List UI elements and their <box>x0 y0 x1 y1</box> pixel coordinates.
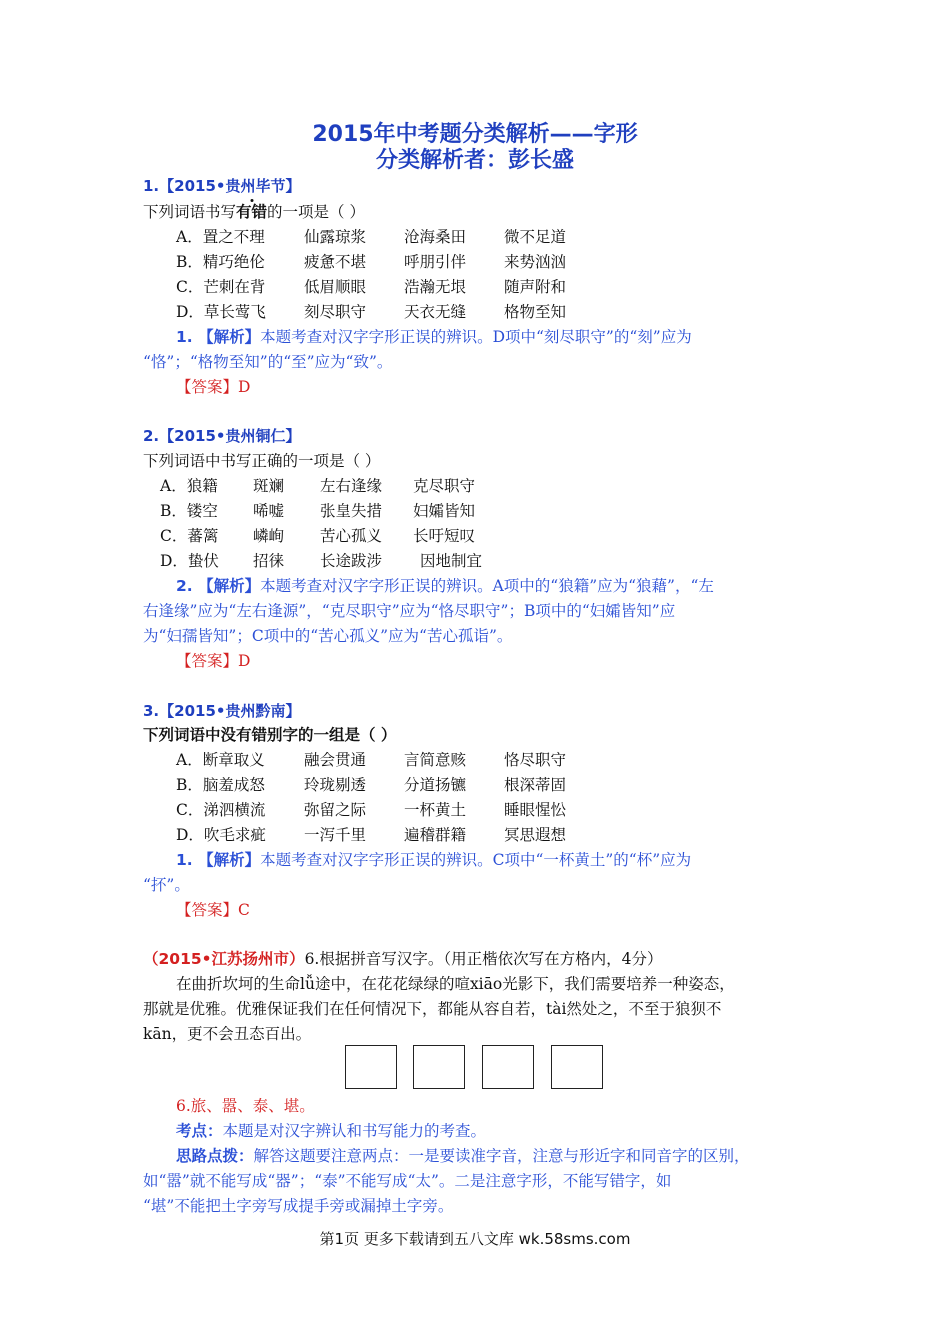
q3-analysis-line2: “抔”。 <box>143 876 190 894</box>
q6-passage-line1: 在曲折坎坷的生命lǚ途中，在花花绿绿的喧xiāo光影下，我们需要培养一种姿态， <box>176 975 735 993</box>
q1-analysis-tag: 1. 【解析】 <box>176 328 261 346</box>
page-footer: 第1页 更多下载请到五八文库 wk.58sms.com <box>319 1230 631 1248</box>
q1-answer: 【答案】D <box>176 378 251 396</box>
q6-source: （2015•江苏扬州市） <box>143 950 305 968</box>
q6-stem: 6.根据拼音写汉字。（用正楷依次写在方格内，4分） <box>304 950 663 968</box>
q2-stem: 下列词语中书写正确的一项是（ ） <box>143 452 381 470</box>
q3-d-4: 冥思遐想 <box>504 826 567 844</box>
answer-box-3[interactable] <box>482 1045 534 1089</box>
answer-box-1[interactable] <box>345 1045 397 1089</box>
q2-d-1: D．蛰伏 <box>160 552 219 570</box>
q2-d-2: 招徕 <box>253 552 285 570</box>
q3-d-3: 遍稽群籍 <box>404 826 467 844</box>
q1-a-4: 微不足道 <box>504 228 567 246</box>
q2-b-3: 张皇失措 <box>320 502 383 520</box>
document-subtitle: 分类解析者：彭长盛 <box>375 148 574 173</box>
q2-analysis-line3: 为“妇孺皆知”；C项中的“苦心孤义”应为“苦心孤诣”。 <box>143 627 513 645</box>
q6-kaodian-text: 本题是对汉字辨认和书写能力的考查。 <box>222 1122 487 1140</box>
q1-b-1: B．精巧绝伦 <box>176 253 265 271</box>
q2-analysis-line1: 本题考查对汉字字形正误的辨识。A项中的“狼籍”应为“狼藉”，“左 <box>260 577 714 595</box>
q6-passage-line3: kān，更不会丑态百出。 <box>143 1025 312 1043</box>
q1-analysis <box>176 327 692 347</box>
q2-a-4: 克尽职守 <box>413 477 476 495</box>
q6-tip-line1: 解答这题要注意两点：一是要读准字音，注意与形近字和同音字的区别， <box>253 1147 750 1165</box>
answer-box-2[interactable] <box>413 1045 465 1089</box>
q1-stem-emphasis: 有错 <box>236 203 268 221</box>
q6-tip <box>176 1146 750 1166</box>
q3-c-3: 一杯黄土 <box>404 801 467 819</box>
q2-a-3: 左右逢缘 <box>320 477 383 495</box>
q2-heading: 2.【2015•贵州铜仁】 <box>143 427 301 445</box>
q2-analysis-line2: 右逢缘”应为“左右逢源”，“克尽职守”应为“恪尽职守”；B项中的“妇孀皆知”应 <box>143 602 676 620</box>
q2-d-4: 因地制宜 <box>420 552 483 570</box>
q1-d-3: 天衣无缝 <box>404 303 467 321</box>
q2-analysis-tag: 2. 【解析】 <box>176 577 261 595</box>
q3-b-3: 分道扬镳 <box>404 776 467 794</box>
q6-kaodian-tag: 考点： <box>176 1122 223 1140</box>
q6-kaodian <box>176 1121 486 1141</box>
q1-d-2: 刻尽职守 <box>304 303 367 321</box>
q2-analysis <box>176 576 714 596</box>
q1-a-1: A．置之不理 <box>176 228 265 246</box>
q2-b-1: B．镂空 <box>160 502 218 520</box>
q2-c-2: 嶙峋 <box>253 527 285 545</box>
q6-tip-tag: 思路点拨： <box>176 1147 254 1165</box>
q3-d-1: D．吹毛求疵 <box>176 826 266 844</box>
q3-c-1: C．涕泗横流 <box>176 801 266 819</box>
q1-d-1: D．草长莺飞 <box>176 303 266 321</box>
q3-c-4: 睡眼惺忪 <box>504 801 567 819</box>
q3-b-1: B．脑羞成怒 <box>176 776 265 794</box>
q3-a-1: A．断章取义 <box>176 751 265 769</box>
q2-c-4: 长吁短叹 <box>413 527 476 545</box>
q3-analysis <box>176 850 691 870</box>
q3-c-2: 弥留之际 <box>304 801 367 819</box>
q2-b-2: 唏嘘 <box>253 502 285 520</box>
q1-c-1: C．芒刺在背 <box>176 278 266 296</box>
q3-b-2: 玲珑剔透 <box>304 776 367 794</box>
q1-stem-pre: 下列词语书写 <box>143 203 237 221</box>
q3-heading: 3.【2015•贵州黔南】 <box>143 702 301 720</box>
q6-answer: 6.旅、嚣、泰、堪。 <box>176 1097 315 1115</box>
q6-passage-line2: 那就是优雅。优雅保证我们在任何情况下，都能从容自若，tài然处之，不至于狼狈不 <box>143 1000 722 1018</box>
q6-stem-line <box>143 949 662 969</box>
q2-answer: 【答案】D <box>176 652 251 670</box>
q3-a-2: 融会贯通 <box>304 751 367 769</box>
q1-b-3: 呼朋引伴 <box>404 253 467 271</box>
q1-d-4: 格物至知 <box>504 303 567 321</box>
q1-analysis-line1: 本题考查对汉字字形正误的辨识。D项中“刻尽职守”的“刻”应为 <box>260 328 692 346</box>
q1-a-2: 仙露琼浆 <box>304 228 367 246</box>
q1-b-2: 疲惫不堪 <box>304 253 367 271</box>
q1-analysis-line2: “恪”；“格物至知”的“至”应为“致”。 <box>143 353 393 371</box>
q3-d-2: 一泻千里 <box>304 826 367 844</box>
q2-a-1: A．狼籍 <box>160 477 218 495</box>
q1-b-4: 来势汹汹 <box>504 253 567 271</box>
q1-a-3: 沧海桑田 <box>404 228 467 246</box>
q3-b-4: 根深蒂固 <box>504 776 567 794</box>
q6-tip-line2: 如“嚣”就不能写成“器”；“泰”不能写成“太”。二是注意字形，不能写错字，如 <box>143 1172 672 1190</box>
q1-c-4: 随声附和 <box>504 278 567 296</box>
q6-tip-line3: “堪”不能把土字旁写成提手旁或漏掉土字旁。 <box>143 1197 454 1215</box>
document-title: 2015年中考题分类解析——字形 <box>312 122 638 147</box>
q1-heading: 1.【2015•贵州毕节】 <box>143 177 301 195</box>
q2-a-2: 斑斓 <box>253 477 285 495</box>
q1-stem-post: 的一项是（ ） <box>267 203 365 221</box>
q3-analysis-line1: 本题考查对汉字字形正误的辨识。C项中“一杯黄土”的“杯”应为 <box>260 851 692 869</box>
answer-box-4[interactable] <box>551 1045 603 1089</box>
q3-a-4: 恪尽职守 <box>504 751 567 769</box>
q3-stem: 下列词语中没有错别字的一组是（ ） <box>143 726 397 744</box>
q2-b-4: 妇孀皆知 <box>413 502 476 520</box>
q3-analysis-tag: 1. 【解析】 <box>176 851 261 869</box>
q2-d-3: 长途跋涉 <box>320 552 383 570</box>
q3-a-3: 言简意赅 <box>404 751 467 769</box>
q1-c-3: 浩瀚无垠 <box>404 278 467 296</box>
q3-answer: 【答案】C <box>176 901 250 919</box>
q2-c-3: 苦心孤义 <box>320 527 383 545</box>
q1-c-2: 低眉顺眼 <box>304 278 367 296</box>
q1-stem <box>143 202 365 222</box>
q2-c-1: C．蕃篱 <box>160 527 219 545</box>
